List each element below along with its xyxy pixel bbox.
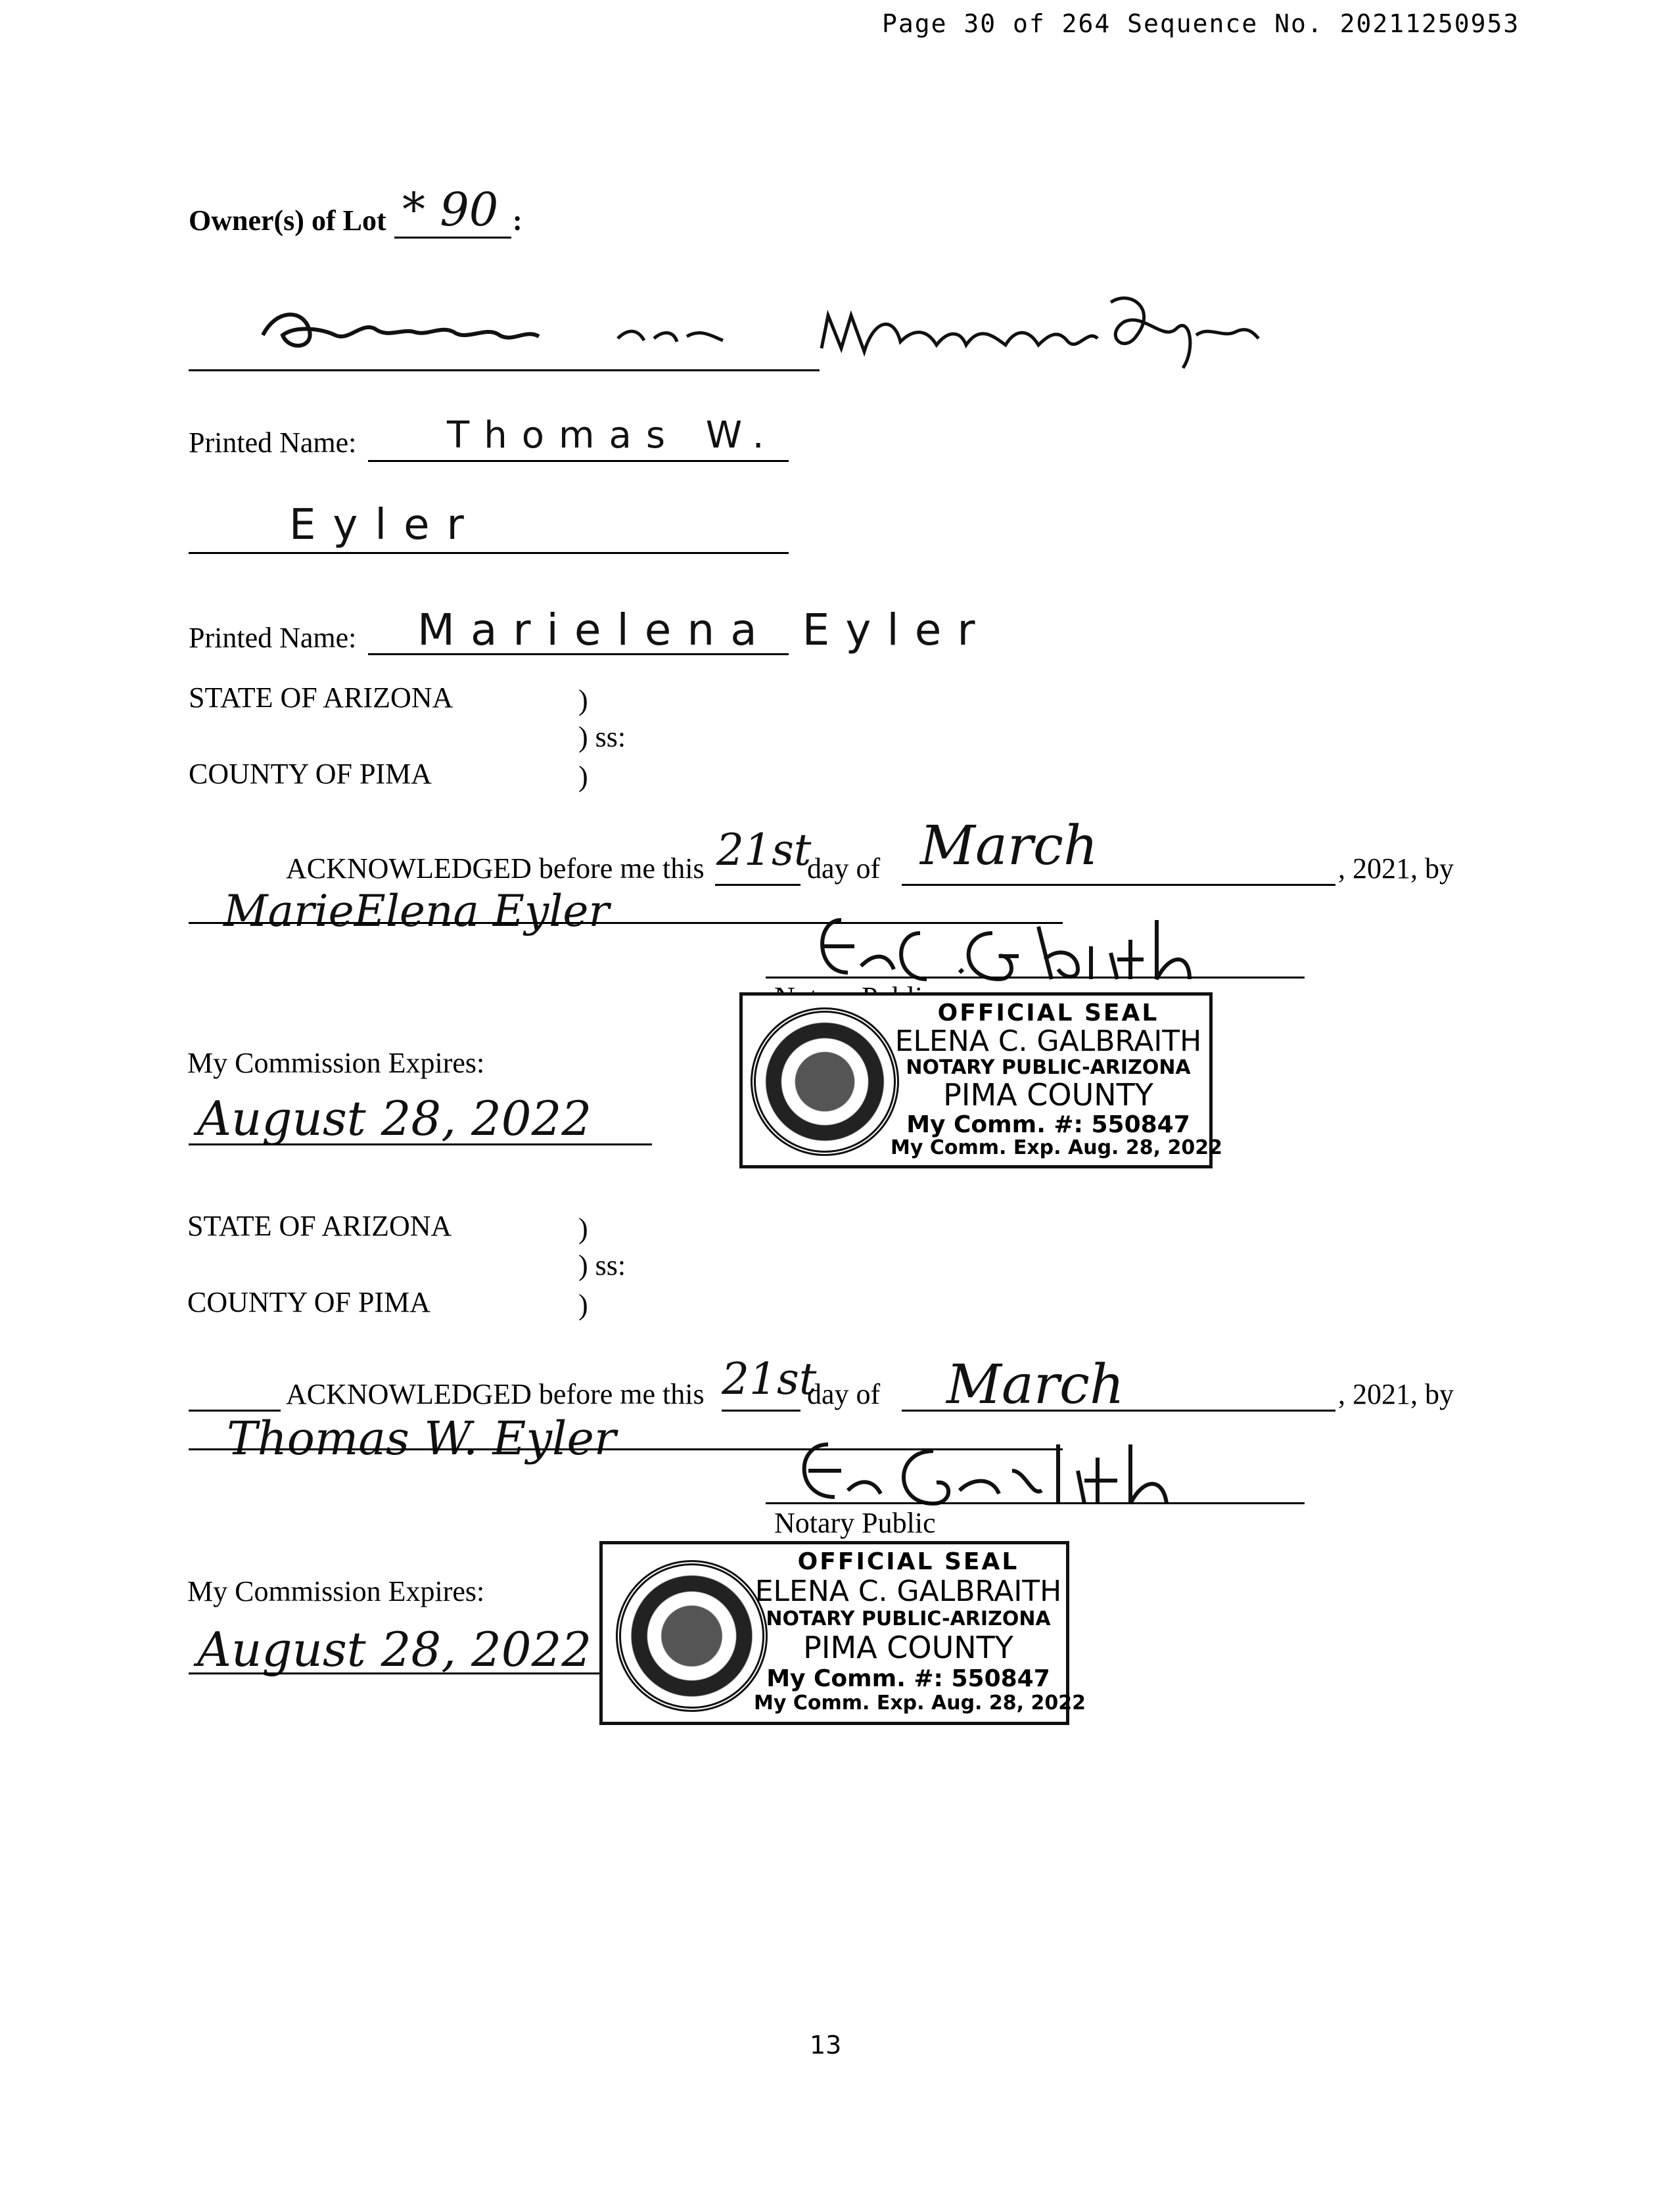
notary2-notary-public-label: Notary Public [774, 1507, 936, 1539]
printed-name-label-2: Printed Name: [189, 622, 357, 654]
owner-signature-text [189, 368, 198, 369]
stamp2-line1: OFFICIAL SEAL [797, 1548, 1019, 1575]
stamp1-line3: NOTARY PUBLIC-ARIZONA [906, 1056, 1191, 1079]
notary1-signature-image [802, 907, 1275, 986]
lot-number-line [394, 237, 511, 239]
notary2-paren-bottom: ) [578, 1289, 588, 1321]
printed-name-1-second-line [189, 552, 789, 554]
notary1-month-handwritten: March [920, 815, 1098, 877]
notary2-day-handwritten: 21st [722, 1354, 817, 1404]
stamp1-line4: PIMA COUNTY [943, 1077, 1153, 1113]
owner-lot-colon: : [513, 204, 522, 237]
printed-name-2-line [368, 653, 789, 655]
stamp1-line6: My Comm. Exp. Aug. 28, 2022 [891, 1136, 1222, 1159]
notary2-paren-top: ) [578, 1212, 588, 1245]
notary2-person-handwritten: Thomas W. Eyler [227, 1412, 616, 1465]
owner-lot-label [189, 204, 386, 238]
stamp1-line5: My Comm. #: 550847 [906, 1111, 1190, 1138]
stamp2-line4: PIMA COUNTY [803, 1630, 1013, 1665]
notary1-commission-label: My Commission Expires: [187, 1047, 485, 1079]
notary2-official-seal-stamp [599, 1541, 1086, 1725]
page-sequence-header: Page 30 of 264 Sequence No. 20211250953 [882, 9, 1520, 38]
notary1-signature-line [766, 977, 1305, 979]
page-number: 13 [810, 2031, 842, 2060]
notary2-ack-text: ACKNOWLEDGED before me this [286, 1378, 705, 1410]
notary1-paren-bottom: ) [578, 760, 588, 793]
notary2-year-text: , 2021, by [1338, 1378, 1454, 1410]
notary2-state: STATE OF ARIZONA [187, 1210, 452, 1242]
printed-name-1-line1: Thomas W. [447, 414, 779, 457]
notary1-day-handwritten: 21st [716, 825, 812, 875]
notary1-state: STATE OF ARIZONA [189, 681, 453, 714]
notary1-commission-date: August 28, 2022 [197, 1091, 592, 1146]
printed-name-2-handwritten: Marielena Eyler [417, 605, 991, 655]
notary1-person-handwritten: MarieElena Eyler [223, 886, 610, 936]
stamp2-line5: My Comm. #: 550847 [766, 1665, 1050, 1692]
stamp1-line2: ELENA C. GALBRAITH [894, 1025, 1202, 1058]
notary2-signature-image [782, 1431, 1190, 1510]
stamp1-line1: OFFICIAL SEAL [937, 1000, 1159, 1026]
printed-name-1-line2: Eyler [289, 501, 481, 549]
notary2-day-line [722, 1410, 800, 1412]
owner-signature-image [250, 289, 1262, 375]
notary1-paren-top: ) [578, 684, 588, 716]
notary1-ss: ) ss: [578, 721, 626, 753]
lot-number-handwritten: * 90 [402, 183, 499, 237]
notary2-commission-line [189, 1672, 599, 1674]
notary2-county: COUNTY OF PIMA [187, 1286, 430, 1318]
stamp2-line3: NOTARY PUBLIC-ARIZONA [766, 1607, 1051, 1630]
arizona-seal-icon [616, 1560, 768, 1712]
printed-name-label-1: Printed Name: [189, 426, 357, 459]
notary2-commission-date: August 28, 2022 [197, 1622, 592, 1677]
stamp2-line2: ELENA C. GALBRAITH [754, 1575, 1062, 1608]
stamp2-line6: My Comm. Exp. Aug. 28, 2022 [754, 1692, 1086, 1715]
notary2-commission-label: My Commission Expires: [187, 1575, 485, 1607]
notary2-ss: ) ss: [578, 1249, 626, 1281]
notary1-official-seal-stamp [739, 992, 1222, 1168]
notary2-day-of: day of [807, 1378, 881, 1410]
notary2-signature-line [766, 1502, 1305, 1504]
notary1-commission-line [189, 1143, 652, 1145]
notary1-month-line [902, 884, 1335, 886]
arizona-seal-icon [751, 1007, 899, 1156]
notary2-month-handwritten: March [946, 1354, 1125, 1416]
owner-lot-prefix: Owner(s) of Lot [189, 204, 386, 237]
notary1-day-of: day of [807, 852, 881, 885]
notary1-year-text: , 2021, by [1338, 852, 1454, 885]
notary2-signature-text [782, 1498, 787, 1499]
notary1-county: COUNTY OF PIMA [189, 758, 432, 790]
owner-signature-line [189, 369, 820, 371]
printed-name-1-line [368, 460, 789, 462]
notary1-day-line [715, 884, 800, 886]
notary1-ack-text: ACKNOWLEDGED before me this [286, 852, 705, 885]
